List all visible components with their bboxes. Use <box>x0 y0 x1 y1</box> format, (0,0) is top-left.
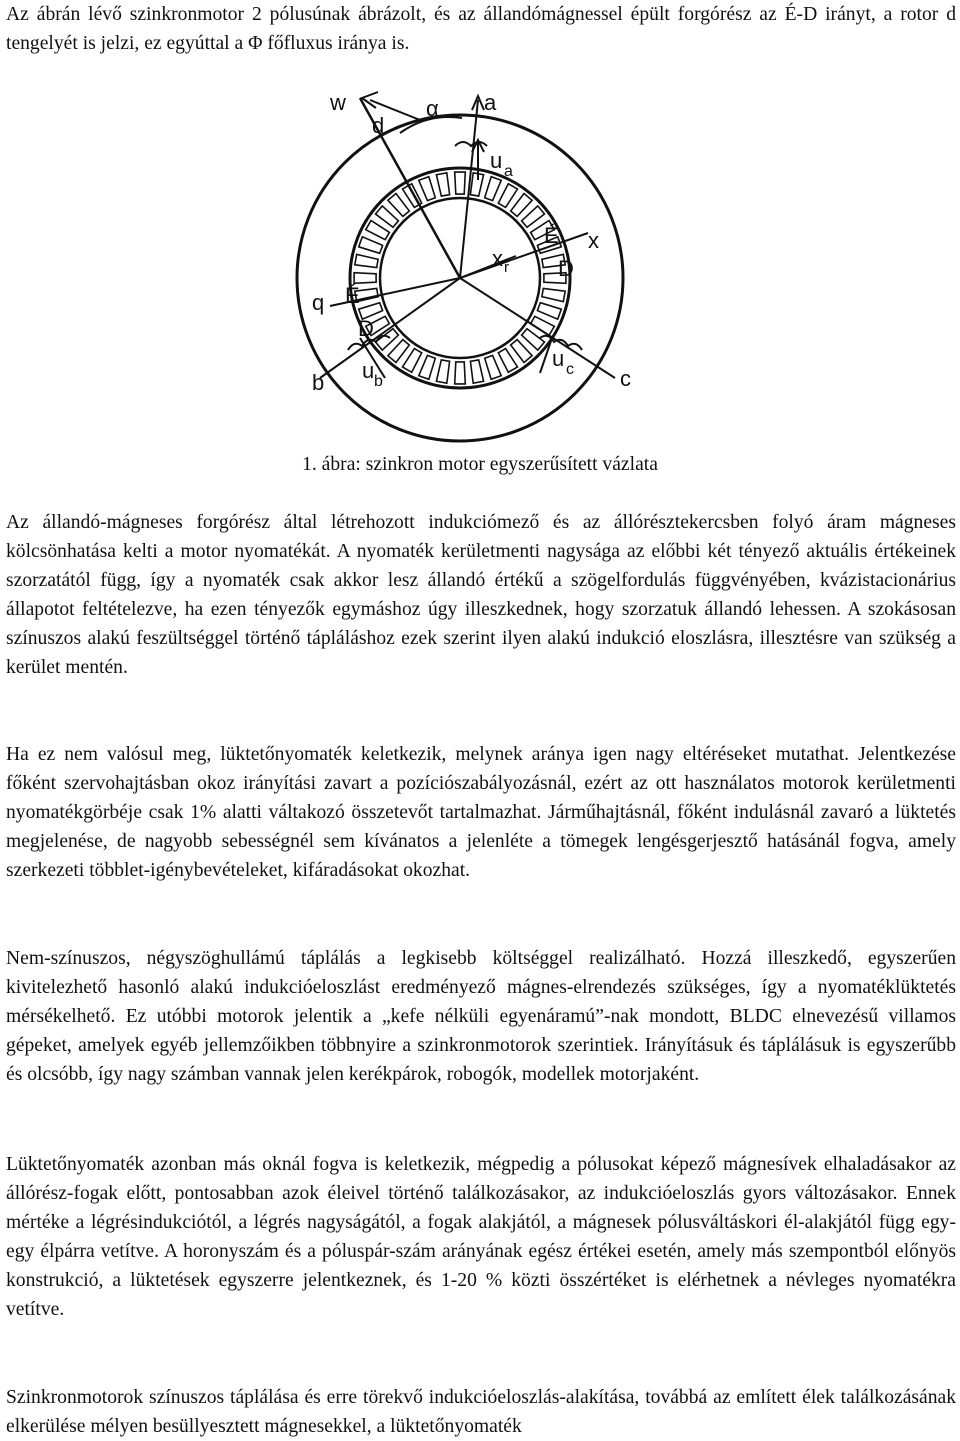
stator-slot <box>542 288 565 301</box>
label-x: x <box>588 228 599 253</box>
stator-slot <box>498 184 517 208</box>
label-q: q <box>312 290 325 315</box>
stator-slot <box>455 172 466 194</box>
stator-slot <box>355 254 378 267</box>
label-d: d <box>372 113 385 138</box>
label-alpha: α <box>426 96 439 121</box>
label-uc: u <box>552 346 565 371</box>
label-b: b <box>312 370 325 395</box>
label-ua: u <box>490 148 503 173</box>
label-E-top: É <box>544 223 559 248</box>
stator-slot <box>388 340 409 363</box>
body-paragraph-5: Szinkronmotorok színuszos táplálása és erre törekvő indukcióeloszlás-alakítása, továbbá az említett élek találkozásának elkerülése mélyen besüllyesztett mágnesekkel, a lüktetőnyomaték <box>6 1387 956 1437</box>
label-a: a <box>484 90 497 115</box>
stator-slot <box>485 355 502 379</box>
stator-slot <box>388 194 409 217</box>
body-paragraph-3: Nem-színuszos, négyszöghullámú táplálás a legkisebb költséggel realizálható. Hozzá illeszkedő, egyszerűen kivitelezhető hasonló alakú indukcióeloszlást eredményező mágnes-elrendezés szükséges, így a nyomatéklüktetés mérsékelhető. Ez utóbbi motorok jelentik a „kefe nélküli egyenáramú”-nak mondott, BLDC elnevezésű villamos gépeket, amelyek egyéb jellemzőikben többnyire a szinkronmotorok szerintiek. Irányításuk és táplálásuk is egyszerűbb és olcsóbb, így nagy számban vannak jelen kerékpárok, robogók, modellek motorjaként. <box>6 948 956 1085</box>
label-ub: u <box>362 358 375 383</box>
label-w: w <box>330 90 346 115</box>
label-ua-sub: a <box>504 163 513 180</box>
label-E-left: É <box>345 283 360 308</box>
stator-slot <box>366 221 390 240</box>
stator-slot <box>522 329 545 350</box>
stator-slot <box>403 349 422 373</box>
motor-diagram <box>290 88 650 448</box>
a-axis-line <box>460 100 478 278</box>
label-c: c <box>620 366 631 391</box>
label-xr-sub: r <box>504 259 509 276</box>
label-uc-sub: c <box>566 361 574 378</box>
label-D-left: D <box>358 316 374 341</box>
motor-sketch-svg <box>290 88 650 448</box>
stator-slot <box>376 206 399 227</box>
intro-paragraph: Az ábrán lévő szinkronmotor 2 pólusúnak ábrázolt, és az állandómágnessel épült forgórész az É-D irányt, a rotor d tengelyét is jelzi, ez egyúttal a Φ főfluxus iránya is. <box>6 4 956 54</box>
body-paragraph-4: Lüktetőnyomaték azonban más oknál fogva is keletkezik, mégpedig a pólusokat képező mágnesívek elhaladásakor az állórész-fogak előtt, pontosabban azok éleivel történő találkozásakor, az indukcióeloszlás gyors változásakor. Ennek mértéke a légrésindukciótól, a légrés nagyságától, a fogak alakjától, a mágnesek pólusváltáskori él-alakjától függ egy-egy élpárra vetítve. A horonyszám és a póluspár-szám arányának egész értékei esetén, amely más szempontból előnyös konstrukció, a lüktetések egyszerre jelentkeznek, és 1-20 % közti összértéket is elérhetnek a névleges nyomatékra vetítve. <box>6 1154 956 1320</box>
coil-a <box>455 142 487 146</box>
stator-slot <box>511 194 532 217</box>
label-D-top: D <box>558 256 574 281</box>
stator-slot <box>470 360 483 383</box>
stator-slot <box>498 349 517 373</box>
label-xr: x <box>492 246 503 271</box>
figure-caption: 1. ábra: szinkron motor egyszerűsített vázlata <box>302 454 658 475</box>
stator-slot <box>354 273 376 284</box>
stator-slot <box>436 173 449 196</box>
stator-slot <box>537 303 561 320</box>
stator-slot <box>485 177 502 201</box>
label-ub-sub: b <box>374 373 383 390</box>
body-paragraph-2: Ha ez nem valósul meg, lüktetőnyomaték keletkezik, melynek aránya igen nagy eltéréseket mutathat. Jelentkezése főként szervohajtásban okoz irányítási zavart a pozíciószabályozásnál, ezért az ott használatos motorok kerületmenti nyomatékgörbéje csak 1% alatti váltakozó összetevőt tartalmazhat. Járműhajtásnál, főként indulásnál zavaró a lüktetés megjelenése, de nagyobb sebességnél sem kívánatos a jelenléte a tömegek lengésgerjesztő hatásánál fogva, amely szerkezeti többlet-igénybevételeket, kifáradásokat okozhat. <box>6 744 956 881</box>
stator-slot <box>359 237 383 254</box>
uc-arrow <box>540 338 552 373</box>
stator-slot <box>419 355 436 379</box>
stator-slot <box>455 362 466 384</box>
stator-slot <box>511 340 532 363</box>
body-paragraph-1: Az állandó-mágneses forgórész által létrehozott indukciómező és az állórésztekercsben folyó áram mágneses kölcsönhatása kelti a motor nyomatékát. A nyomaték kerületmenti nagysága az előbbi két tényező aktuális értékeinek szorzatától függ, így a nyomaték csak akkor lesz állandó értékű a szögelfordulás függvényében, kvázistacionárius állapotot feltételezve, ha ezen tényezők egymáshoz úgy illeszkednek, hogy szorzatuk állandó lehessen. A szokásosan színuszos alakú feszültséggel történő tápláláshoz ezek szerint ilyen alakú indukció eloszlásra, illesztésre van szükség a kerület mentén. <box>6 512 956 678</box>
stator-slot <box>436 360 449 383</box>
stator-slot <box>522 206 545 227</box>
stator-slot <box>419 177 436 201</box>
